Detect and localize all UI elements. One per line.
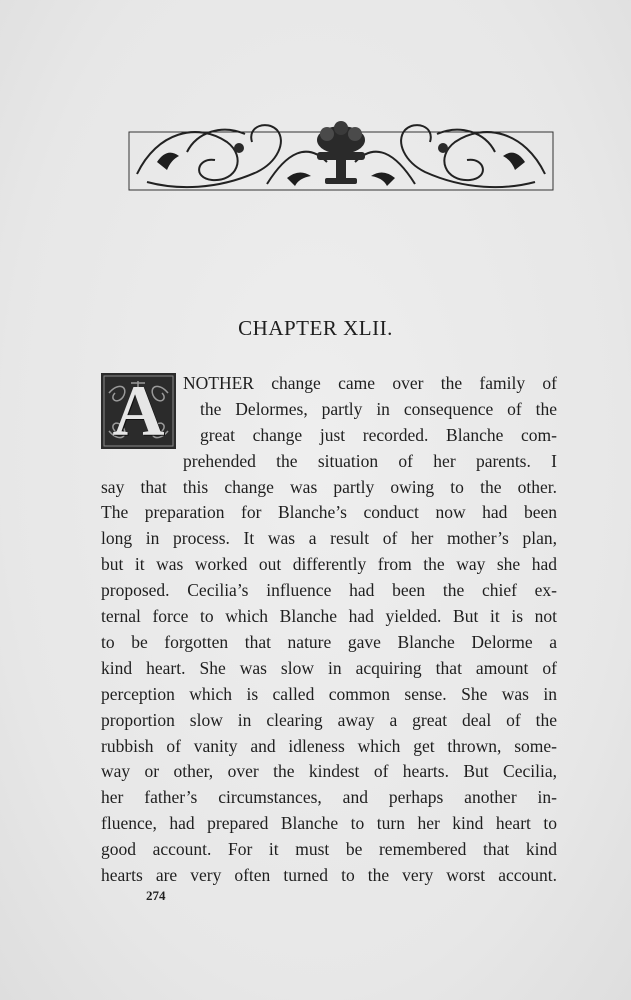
headpiece-ornament [127,112,555,196]
text-line: great change just recorded. Blanche com- [200,425,557,445]
text-line: but it was worked out differently from the way she had [101,554,557,574]
page-number: 274 [146,888,166,903]
text-line: to be forgotten that nature gave Blanche Delorme a [101,632,557,652]
text-line: the Delormes, partly in consequence of the [200,399,557,419]
chapter-title: CHAPTER XLII. [238,316,393,340]
drop-cap-letter: A [112,370,165,451]
text-line: way or other, over the kindest of hearts. But Cecilia, [101,761,557,781]
text-line: good account. For it must be remembered that kind [101,839,557,859]
text-line: proposed. Cecilia’s influence had been the chief ex- [101,580,557,600]
text-line: fluence, had prepared Blanche to turn her kind heart to [101,813,557,833]
text-line: rubbish of vanity and idleness which get thrown, some- [101,736,557,756]
text-line: ternal force to which Blanche had yielded. But it is not [101,606,557,626]
text-line: her father’s circumstances, and perhaps another in- [101,787,557,807]
text-line: The preparation for Blanche’s conduct now had been [101,502,557,522]
text-line: say that this change was partly owing to the other. [101,477,557,497]
text-line: kind heart. She was slow in acquiring that amount of [101,658,557,678]
text-line: proportion slow in clearing away a great deal of the [101,710,557,730]
text-line: NOTHER change came over the family of [183,373,557,393]
text-line: perception which is called common sense. She was in [101,684,557,704]
text-line: long in process. It was a result of her mother’s plan, [101,528,557,548]
text-line: hearts are very often turned to the very worst account. [101,865,557,885]
text-line: prehended the situation of her parents. I [183,451,557,471]
